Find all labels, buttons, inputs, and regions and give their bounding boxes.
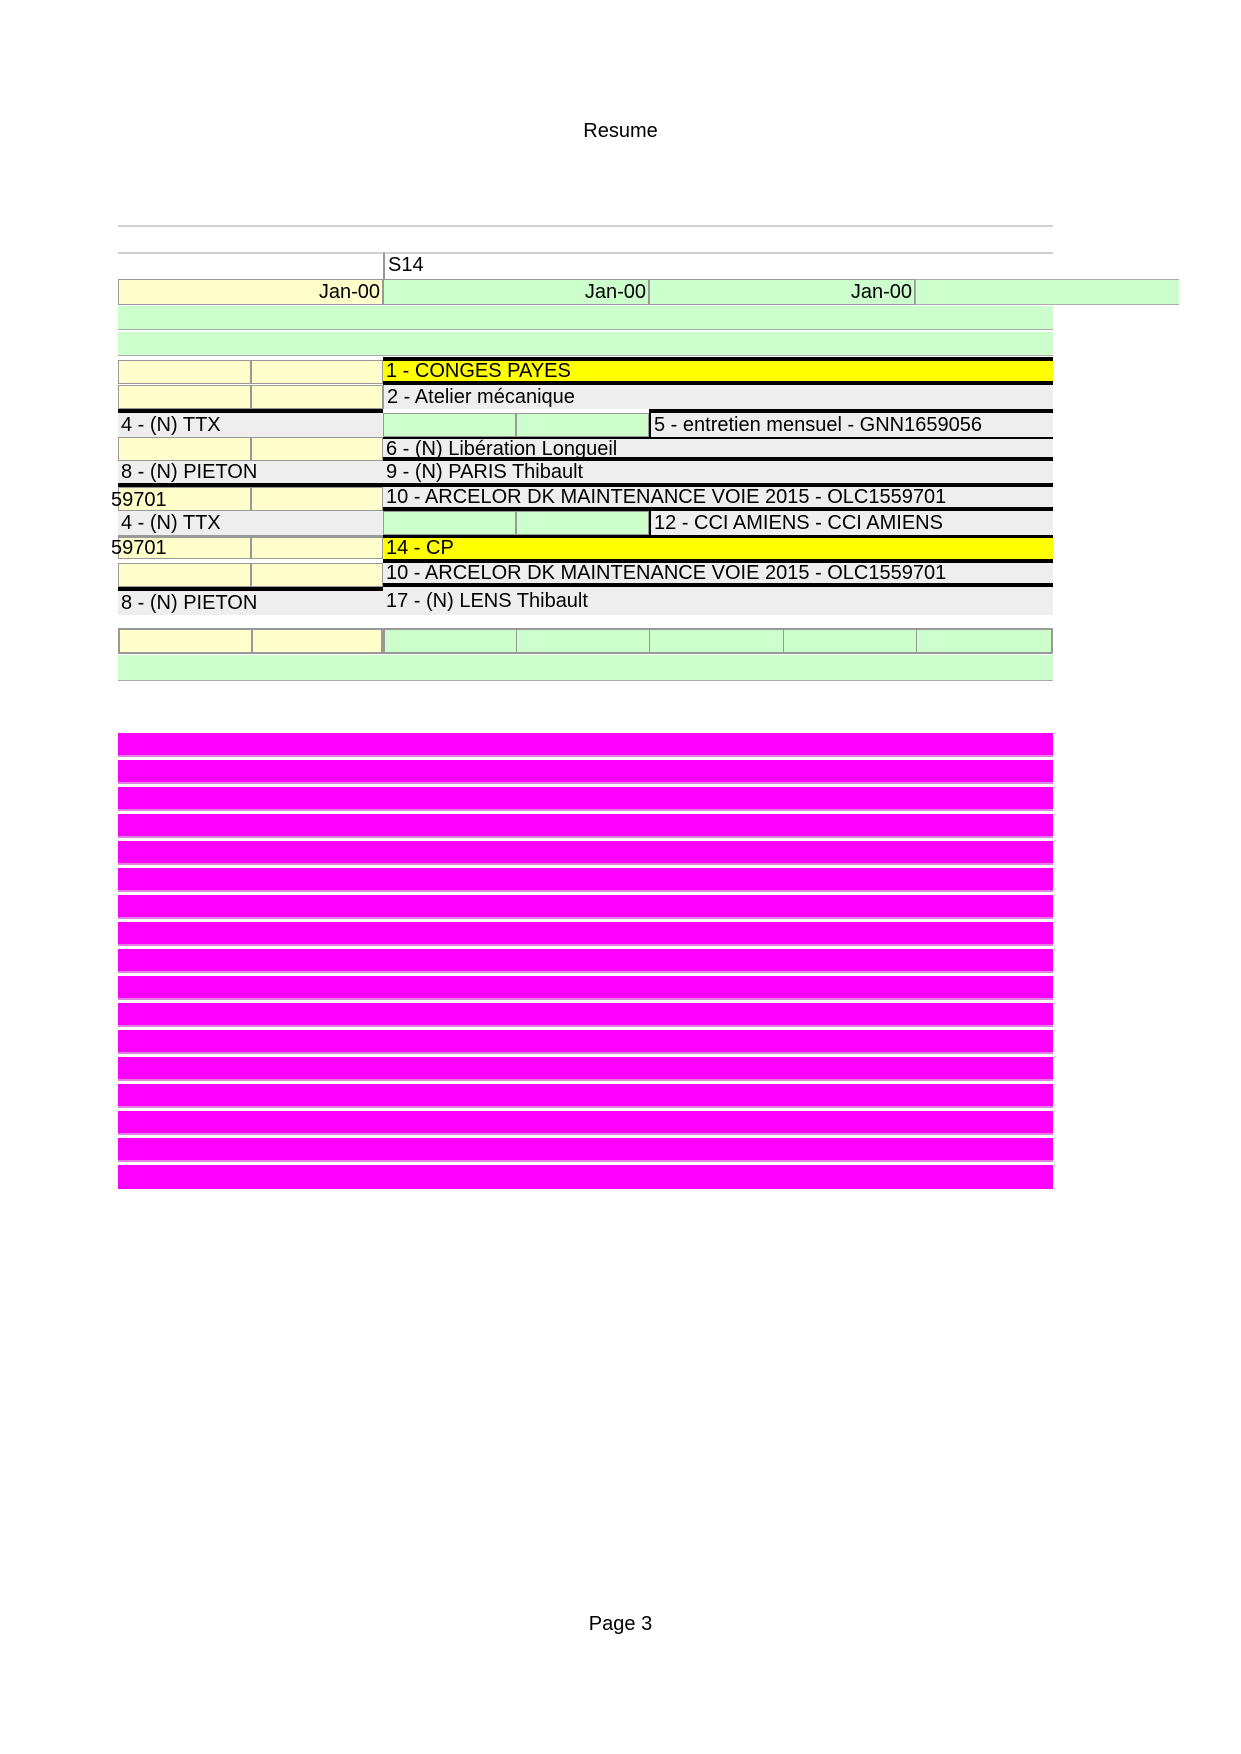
row-left-cell xyxy=(251,360,383,384)
row-left-label: 59701 xyxy=(118,487,251,511)
row-task-6: 10 - ARCELOR DK MAINTENANCE VOIE 2015 - OLC1559701 xyxy=(383,487,1053,511)
date-header-1: Jan-00 xyxy=(118,279,383,305)
magenta-row xyxy=(118,814,1053,838)
magenta-row xyxy=(118,841,1053,865)
row-left-cell xyxy=(251,437,383,461)
row-left-cell xyxy=(251,487,383,511)
magenta-row xyxy=(118,1111,1053,1135)
row-left-cell xyxy=(118,437,251,461)
row-task-3: 5 - entretien mensuel - GNN1659056 xyxy=(649,409,1053,437)
grid-line xyxy=(118,252,1053,254)
grid-divider xyxy=(649,628,650,654)
magenta-row xyxy=(118,949,1053,973)
magenta-row xyxy=(118,922,1053,946)
green-band xyxy=(118,332,1053,356)
magenta-row xyxy=(118,1030,1053,1054)
magenta-row xyxy=(118,1138,1053,1162)
week-label: S14 xyxy=(388,254,424,276)
green-band xyxy=(118,306,1053,330)
row-task-9: 10 - ARCELOR DK MAINTENANCE VOIE 2015 - OLC1559701 xyxy=(383,563,1053,587)
empty-row-right xyxy=(383,628,1053,654)
row-task-8: 14 - CP xyxy=(383,535,1053,563)
magenta-row xyxy=(118,895,1053,919)
row-left-cell xyxy=(251,385,383,409)
grid-divider xyxy=(516,628,517,654)
magenta-row xyxy=(118,787,1053,811)
magenta-row xyxy=(118,1003,1053,1027)
grid-line xyxy=(118,225,1053,227)
row-task-7: 12 - CCI AMIENS - CCI AMIENS xyxy=(649,511,1053,535)
grid-divider xyxy=(916,628,917,654)
row-left-label: 8 - (N) PIETON xyxy=(118,587,383,615)
row-left-cell xyxy=(118,385,251,409)
magenta-row xyxy=(118,733,1053,757)
row-task-10: 17 - (N) LENS Thibault xyxy=(383,587,1053,615)
row-left-label: 59701 xyxy=(118,535,251,559)
row-left-label: 4 - (N) TTX xyxy=(118,511,383,535)
magenta-row xyxy=(118,1057,1053,1081)
magenta-row xyxy=(118,868,1053,892)
magenta-row xyxy=(118,760,1053,784)
row-empty-cell xyxy=(516,511,649,535)
date-header-3: Jan-00 xyxy=(649,279,915,305)
magenta-row xyxy=(118,1165,1053,1189)
row-left-label: 8 - (N) PIETON xyxy=(118,461,383,487)
row-task-5: 9 - (N) PARIS Thibault xyxy=(383,461,1053,487)
row-left-cell xyxy=(251,563,383,587)
row-task-4: 6 - (N) Libération Longueil xyxy=(383,437,1053,461)
row-task-1: 1 - CONGES PAYES xyxy=(383,357,1053,385)
row-task-2: 2 - Atelier mécanique xyxy=(383,385,1053,409)
row-empty-cell xyxy=(383,511,516,535)
green-band xyxy=(118,655,1053,681)
row-empty-cell xyxy=(383,413,516,437)
row-left-label: 4 - (N) TTX xyxy=(118,409,383,437)
magenta-row xyxy=(118,1084,1053,1108)
grid-divider xyxy=(251,628,253,654)
grid-divider xyxy=(783,628,784,654)
row-empty-cell xyxy=(516,413,649,437)
row-left-cell xyxy=(118,563,251,587)
date-header-blank xyxy=(915,279,1179,305)
row-left-cell xyxy=(251,535,383,559)
page-title: Resume xyxy=(583,120,658,142)
date-header-2: Jan-00 xyxy=(383,279,649,305)
row-left-cell xyxy=(118,360,251,384)
magenta-row xyxy=(118,976,1053,1000)
page-footer: Page 3 xyxy=(588,1613,653,1635)
